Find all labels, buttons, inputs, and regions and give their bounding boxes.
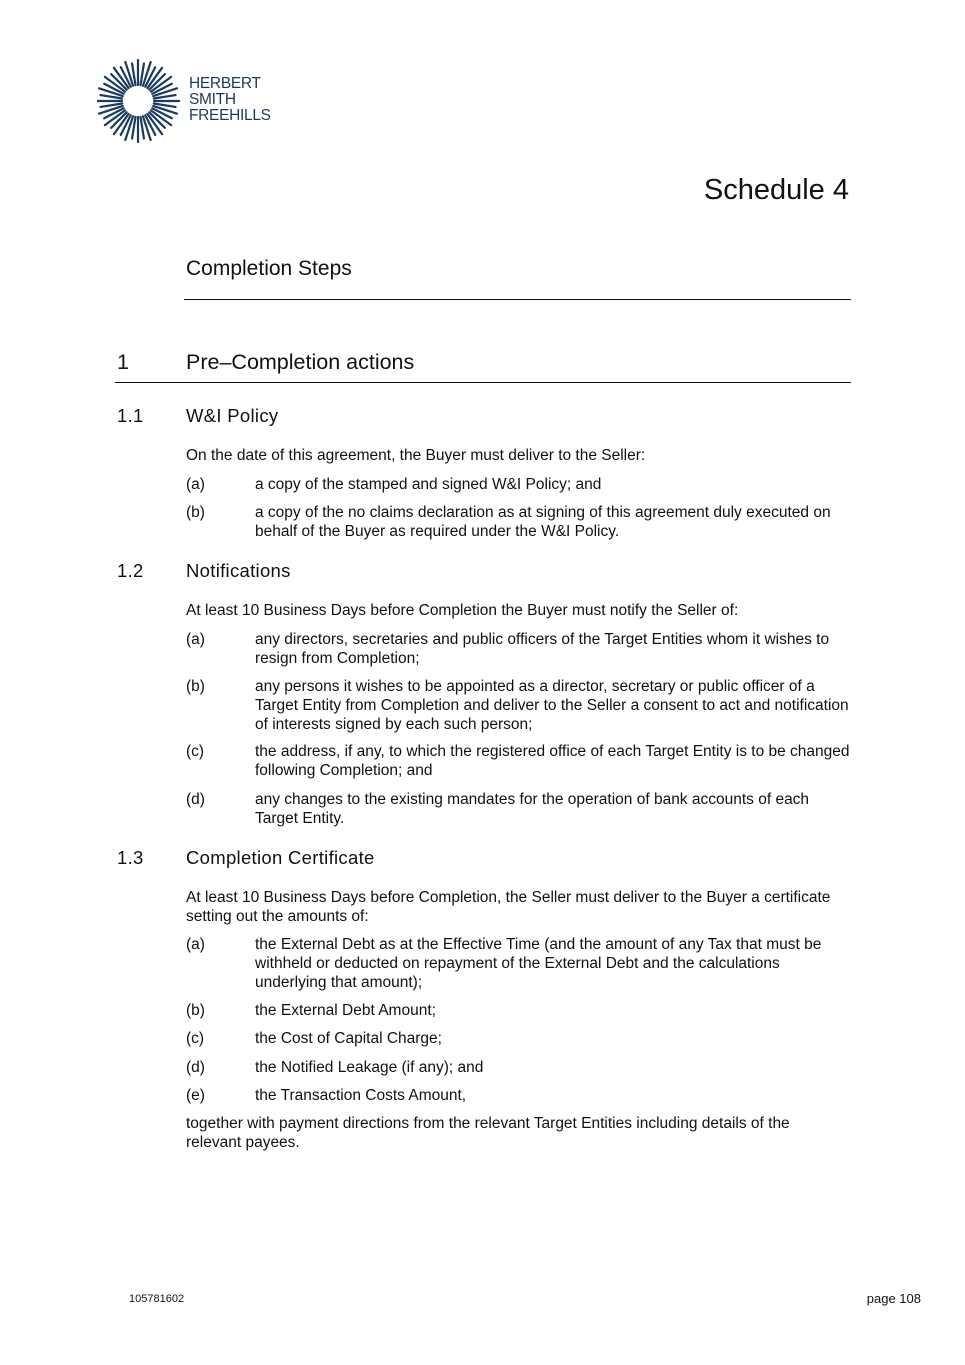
list-item-text: a copy of the stamped and signed W&I Policy; and (255, 476, 602, 493)
herbert-smith-freehills-logo (97, 58, 277, 146)
list-item-label: (d) (186, 1059, 205, 1076)
title-divider (184, 299, 851, 300)
logo-line-2: SMITH (189, 91, 236, 108)
subsection-intro: At least 10 Business Days before Completion, the Seller must deliver to the Buyer a certificate setting out the amounts of: (186, 889, 831, 925)
list-item-label: (a) (186, 476, 205, 493)
list-item-label: (c) (186, 1030, 205, 1047)
list-item-label: (a) (186, 631, 205, 648)
list-item-label: (e) (186, 1087, 205, 1104)
subsection-title: Notifications (186, 560, 291, 581)
list-item-label: (b) (186, 678, 205, 695)
list-item-text: a copy of the no claims declaration as at signing of this agreement duly executed on behalf of the Buyer as required under the W&I Policy. (255, 504, 831, 540)
subsection-title: W&I Policy (186, 405, 279, 426)
subsection-intro: On the date of this agreement, the Buyer must deliver to the Seller: (186, 447, 646, 464)
logo-line-3: FREEHILLS (189, 107, 271, 124)
list-item-label: (b) (186, 504, 205, 521)
section-title: Pre–Completion actions (186, 350, 415, 374)
list-item-label: (c) (186, 743, 205, 760)
subsection-number: 1.2 (117, 560, 144, 581)
document-title: Completion Steps (186, 257, 352, 280)
list-item-label: (b) (186, 1002, 205, 1019)
list-item-text: the Notified Leakage (if any); and (255, 1059, 484, 1076)
list-item-text: the Transaction Costs Amount, (255, 1087, 467, 1104)
list-item-text: any directors, secretaries and public officers of the Target Entities whom it wishes to resign from Completion; (255, 631, 830, 667)
sunburst-icon (97, 58, 183, 144)
list-item-text: the address, if any, to which the registered office of each Target Entity is to be changed following Completion; and (255, 743, 850, 779)
schedule-heading: Schedule 4 (703, 174, 849, 206)
page-number: page 108 (866, 1291, 921, 1306)
list-item-label: (d) (186, 791, 205, 808)
section-number: 1 (117, 350, 129, 374)
document-id: 105781602 (129, 1293, 185, 1305)
list-item-text: the External Debt as at the Effective Time (and the amount of any Tax that must be withheld or deducted on repayment of the External Debt and the calculations underlying that amount); (255, 936, 822, 991)
subsection-number: 1.1 (117, 405, 144, 426)
logo-line-1: HERBERT (189, 75, 261, 92)
list-item-text: any changes to the existing mandates for the operation of bank accounts of each Target Entity. (255, 791, 810, 827)
list-item-text: any persons it wishes to be appointed as a director, secretary or public officer of a Target Entity from Completion and deliver to the Seller a consent to act and notification of interests signed by each such person; (255, 678, 849, 733)
list-item-text: the Cost of Capital Charge; (255, 1030, 442, 1047)
logo-wordmark (189, 76, 271, 124)
list-item-text: the External Debt Amount; (255, 1002, 436, 1019)
subsection-intro: At least 10 Business Days before Completion the Buyer must notify the Seller of: (186, 602, 739, 619)
section-divider (115, 382, 851, 383)
list-item-label: (a) (186, 936, 205, 953)
subsection-title: Completion Certificate (186, 847, 375, 868)
subsection-number: 1.3 (117, 847, 144, 868)
subsection-outro: together with payment directions from the relevant Target Entities including details of the relevant payees. (186, 1115, 790, 1151)
